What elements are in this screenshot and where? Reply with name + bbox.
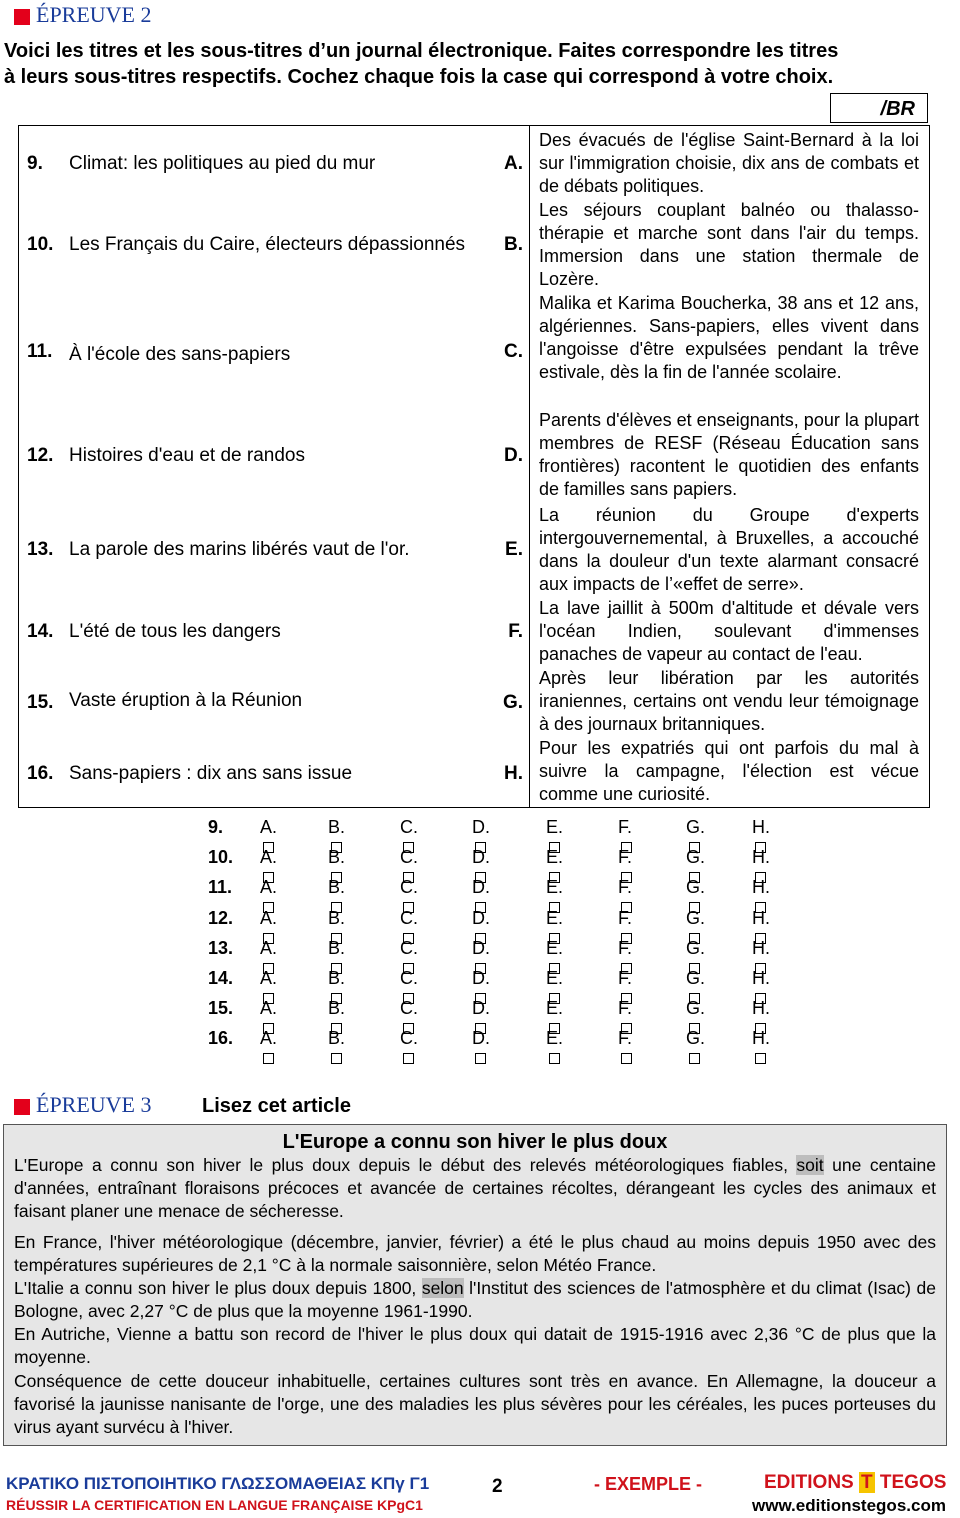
- instruction-line-2: à leurs sous-titres respectifs. Cochez chaque fois la case qui correspond à votre choix.: [4, 66, 834, 88]
- title-text: Climat: les politiques au pied du mur: [69, 153, 376, 174]
- red-square-icon: [14, 1099, 30, 1115]
- answer-option-letter: C.: [400, 937, 418, 958]
- checkbox-icon[interactable]: [263, 1053, 274, 1064]
- subtitle-letter: H.: [504, 763, 523, 784]
- answer-option-letter: F.: [618, 937, 633, 958]
- answer-option-letter: H.: [752, 937, 770, 958]
- subtitle-letter: G.: [502, 692, 523, 713]
- highlighted-word: selon: [421, 1278, 464, 1298]
- answer-option-letter: A.: [260, 968, 278, 988]
- answer-option-letter: D.: [472, 1028, 490, 1049]
- answer-option-letter: H.: [752, 1028, 770, 1049]
- title-text: Sans-papiers : dix ans sans issue: [69, 763, 353, 784]
- article-title: L'Europe a connu son hiver le plus doux: [282, 1131, 668, 1153]
- answer-option-letter: G.: [686, 877, 706, 898]
- answer-row-number: 15.: [208, 998, 234, 1019]
- answer-option[interactable]: [752, 1028, 770, 1070]
- checkbox-icon[interactable]: [621, 1053, 632, 1064]
- answer-option-letter: H.: [752, 968, 770, 988]
- answer-row-number: 16.: [208, 1028, 234, 1049]
- subtitle-text: Les séjours couplant balnéo ou thalasso-thérapie et marche sont dans l'air du temps. Immersion dans une station thermale de Lozère.: [539, 200, 919, 289]
- answer-option-letter: A.: [260, 1028, 278, 1049]
- answer-option-letter: C.: [400, 847, 418, 868]
- brand-text: EDITIONS: [764, 1472, 860, 1493]
- answer-option-letter: G.: [686, 968, 706, 988]
- answer-option-letter: E.: [546, 817, 564, 837]
- answer-option-letter: B.: [328, 1028, 346, 1049]
- subtitle-text: La réunion du Groupe d'experts intergouvernemental, à Bruxelles, a accouché dans la douleur d'un texte alarmant consacré aux impacts de l’«effet de serre».: [539, 505, 919, 594]
- answer-option[interactable]: [472, 1028, 490, 1070]
- answer-option-letter: D.: [472, 877, 490, 898]
- answer-option-letter: H.: [752, 817, 770, 837]
- answer-option-letter: E.: [546, 877, 564, 898]
- answer-option-letter: H.: [752, 907, 770, 928]
- title-text: Vaste éruption à la Réunion: [69, 690, 303, 711]
- title-number: 11.: [27, 341, 53, 362]
- answer-option-letter: F.: [618, 968, 633, 988]
- footer-french-title: RÉUSSIR LA CERTIFICATION EN LANGUE FRANÇAISE KPgC1: [6, 1497, 423, 1513]
- subtitle-letter: B.: [504, 234, 523, 255]
- article-paragraph-1: [14, 1154, 936, 1224]
- answer-option-letter: C.: [400, 998, 418, 1019]
- epreuve3-subtitle: Lisez cet article: [202, 1095, 351, 1117]
- article-paragraph-5: Conséquence de cette douceur inhabituelle, certaines cultures sont très en avance. En Allemagne, la douceur a favorisé la jaunisse nanisante de l'orge, une des maladies les plus sévères pour les céréales, les puces porteuses du virus ayant survécu à l'hiver.: [14, 1371, 936, 1438]
- title-text: Les Français du Caire, électeurs dépassionnés: [69, 234, 466, 255]
- answer-option-letter: C.: [400, 907, 418, 928]
- article-paragraph-3: [14, 1277, 936, 1323]
- answer-option-letter: C.: [400, 877, 418, 898]
- answer-option-letter: B.: [328, 817, 346, 837]
- answer-option[interactable]: [260, 1028, 277, 1070]
- epreuve2-instruction: [4, 38, 954, 90]
- page-number: 2: [492, 1476, 503, 1497]
- footer-exemple: - EXEMPLE -: [594, 1474, 703, 1494]
- checkbox-icon[interactable]: [475, 1053, 486, 1064]
- instruction-line-1: Voici les titres et les sous-titres d’un journal électronique. Faites correspondre les titres: [4, 40, 839, 62]
- answer-option-letter: A.: [260, 877, 278, 898]
- title-number: 13.: [27, 539, 54, 560]
- answer-row-number: 11.: [208, 877, 233, 898]
- answer-option-letter: F.: [618, 877, 633, 898]
- answer-option-letter: B.: [328, 907, 346, 928]
- footer-greek-title: ΚΡΑΤΙΚΟ ΠΙΣΤΟΠΟΙΗΤΙΚΟ ΓΛΩΣΣΟΜΑΘΕΙΑΣ ΚΠγ Γ1: [6, 1474, 430, 1493]
- title-number: 12.: [27, 445, 54, 466]
- answer-option-letter: B.: [328, 877, 346, 898]
- answer-option-letter: H.: [752, 998, 770, 1019]
- answer-option-letter: G.: [686, 817, 706, 837]
- answer-option-letter: D.: [472, 817, 490, 837]
- p3-text: L'Italie a connu son hiver le plus doux depuis 1800,: [14, 1278, 422, 1298]
- answer-option-letter: D.: [472, 907, 490, 928]
- title-text: Histoires d'eau et de randos: [69, 445, 305, 466]
- publisher-logo: [764, 1472, 946, 1494]
- answer-option-letter: E.: [546, 1028, 564, 1049]
- answer-option-letter: G.: [686, 937, 706, 958]
- checkbox-icon[interactable]: [755, 1053, 766, 1064]
- title-number: 15.: [27, 692, 54, 713]
- answer-option-letter: H.: [752, 847, 770, 868]
- answer-option-letter: D.: [472, 968, 490, 988]
- answer-option-letter: C.: [400, 968, 418, 988]
- subtitle-letter: D.: [504, 445, 523, 466]
- answer-option[interactable]: [686, 1028, 705, 1070]
- answer-option-letter: E.: [546, 847, 564, 868]
- subtitle-letter: C.: [504, 341, 523, 362]
- answer-row-number: 10.: [208, 847, 234, 868]
- answer-row-number: 14.: [208, 968, 234, 988]
- answer-option-letter: A.: [260, 847, 278, 868]
- title-number: 14.: [27, 621, 54, 642]
- answer-option-letter: B.: [328, 847, 346, 868]
- highlighted-word: soit: [796, 1155, 824, 1175]
- subtitle-text: La lave jaillit à 500m d'altitude et dévale vers l'océan Indien, soulevant d'immenses panaches de vapeur au contact de l'eau.: [539, 598, 919, 664]
- answer-option-letter: F.: [618, 907, 633, 928]
- p1-text: L'Europe a connu son hiver le plus doux depuis le début des relevés météorologiques fiables,: [14, 1155, 797, 1175]
- title-number: 10.: [27, 234, 54, 255]
- answer-option-letter: A.: [260, 937, 278, 958]
- answer-option-letter: D.: [472, 847, 490, 868]
- subtitle-text: Après leur libération par les autorités iraniennes, certains ont vendu leur témoignage à des journaux britanniques.: [539, 668, 919, 734]
- answer-option-letter: B.: [328, 998, 346, 1019]
- answer-option[interactable]: [618, 1028, 632, 1070]
- article-paragraph-2: En France, l'hiver météorologique (décembre, janvier, février) a été le plus chaud au moins depuis 1950 avec des températures supérieures de 2,1 °C à la normale saisonnière, selon Météo France.: [14, 1232, 936, 1276]
- answer-option-letter: F.: [618, 1028, 633, 1049]
- p3-text: l'Institut des sciences de l'atmosphère et du climat (Isac) de Bologne, avec 2,27 °C de plus que la moyenne 1961-1990.: [14, 1278, 936, 1322]
- answer-option[interactable]: [546, 1028, 563, 1070]
- answer-option-letter: E.: [546, 968, 564, 988]
- subtitles-column: [531, 126, 929, 807]
- checkbox-icon[interactable]: [331, 1053, 342, 1064]
- answer-option-letter: F.: [618, 847, 633, 868]
- answer-option-letter: A.: [260, 998, 278, 1019]
- subtitle-text: Des évacués de l'église Saint-Bernard à la loi sur l'immigration choisie, dix ans de combats et de débats politiques.: [539, 130, 919, 196]
- answer-option-letter: A.: [260, 907, 278, 928]
- subtitle-letter: F.: [508, 621, 523, 642]
- article-paragraph-4: En Autriche, Vienne a battu son record de l'hiver le plus doux qui datait de 1915-1916 avec 2,36 °C de plus que la moyenne.: [14, 1324, 936, 1368]
- subtitle-text: Parents d'élèves et enseignants, pour la plupart membres de RESF (Réseau Éducation sans frontières) racontent le quotidien des enfants de familles sans papiers.: [539, 410, 919, 499]
- epreuve2-title: ÉPREUVE 2: [36, 2, 152, 27]
- answer-row-number: 13.: [208, 937, 234, 958]
- table-divider: [529, 126, 530, 807]
- title-text: La parole des marins libérés vaut de l'or.: [69, 539, 410, 560]
- score-box: /BR: [830, 93, 928, 123]
- brand-text: TEGOS: [874, 1472, 947, 1493]
- title-text: L'été de tous les dangers: [69, 621, 281, 642]
- article-box: [3, 1124, 947, 1446]
- subtitle-letter: E.: [505, 539, 523, 560]
- answer-option-letter: G.: [686, 907, 706, 928]
- answer-option-letter: A.: [260, 817, 278, 837]
- answer-option[interactable]: [328, 1028, 345, 1070]
- answer-option-letter: E.: [546, 937, 564, 958]
- checkbox-icon[interactable]: [689, 1053, 700, 1064]
- answer-option[interactable]: [400, 1028, 418, 1070]
- answer-option-letter: B.: [328, 937, 346, 958]
- epreuve3-title: ÉPREUVE 3: [36, 1092, 152, 1117]
- answer-option-letter: E.: [546, 998, 564, 1019]
- subtitle-text: Pour les expatriés qui ont parfois du mal à suivre la campagne, l'élection est vécue comme une curiosité.: [539, 738, 919, 804]
- epreuve3-heading: [14, 1092, 152, 1118]
- answer-option-letter: G.: [686, 1028, 706, 1049]
- answer-option-letter: F.: [618, 817, 633, 837]
- red-square-icon: [14, 9, 30, 25]
- subtitle-letter: A.: [504, 153, 523, 174]
- checkbox-icon[interactable]: [403, 1053, 414, 1064]
- answer-option-letter: H.: [752, 877, 770, 898]
- subtitle-text: Malika et Karima Boucherka, 38 ans et 12 ans, algériennes. Sans-papiers, elles vivent dans l'angoisse d'être expulsées pendant la trêve estivale, dès la fin de l'année scolaire.: [539, 293, 919, 382]
- publisher-website[interactable]: www.editionstegos.com: [752, 1496, 946, 1515]
- answer-option-letter: C.: [400, 817, 418, 837]
- title-number: 16.: [27, 763, 54, 784]
- brand-t-logo: T: [861, 1472, 873, 1493]
- p1-text: une centaine d'années, entraînant floraisons précoces et avancée de certaines récoltes, dérangeant les cycles des animaux et faisant planer une menace de sécheresse.: [14, 1155, 936, 1222]
- title-number: 9.: [27, 153, 43, 174]
- checkbox-icon[interactable]: [549, 1053, 560, 1064]
- answer-row-number: 9.: [208, 817, 224, 837]
- answer-option-letter: E.: [546, 907, 564, 928]
- answer-option-letter: C.: [400, 1028, 418, 1049]
- answer-option-letter: D.: [472, 937, 490, 958]
- answer-option-letter: G.: [686, 998, 706, 1019]
- answer-option-letter: B.: [328, 968, 346, 988]
- answer-option-letter: G.: [686, 847, 706, 868]
- answer-option-letter: D.: [472, 998, 490, 1019]
- epreuve2-heading: [14, 2, 152, 28]
- answer-option-letter: F.: [618, 998, 633, 1019]
- matching-table: [18, 125, 930, 808]
- title-text: À l'école des sans-papiers: [69, 344, 291, 365]
- answer-row-number: 12.: [208, 907, 234, 928]
